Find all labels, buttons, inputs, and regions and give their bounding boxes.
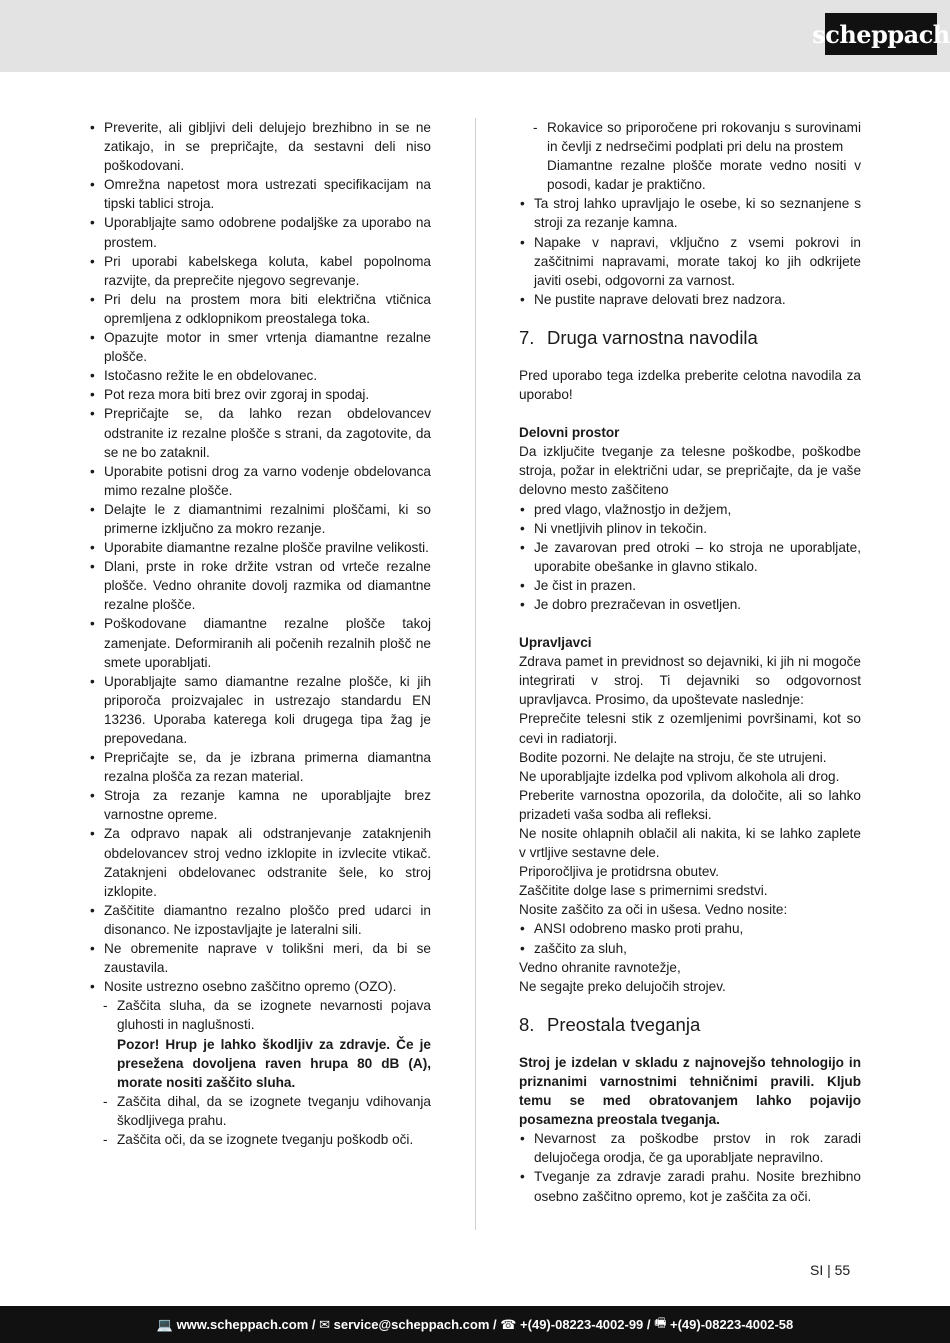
list-item: • Stroja za rezanje kamna ne uporabljajte brez varnostne opreme. xyxy=(89,786,431,824)
list-item: • Je zavarovan pred otroki – ko stroja ne uporabljate, uporabite obešanke in glavno stikalo. xyxy=(519,538,861,576)
operators-line: Vedno ohranite ravnotežje, xyxy=(519,959,681,975)
computer-icon: 💻 xyxy=(156,1316,177,1332)
section-7-heading xyxy=(519,326,861,350)
list-item: • Pri uporabi kabelskega koluta, kabel popolnoma razvijte, da preprečite njegovo segrevanje. xyxy=(89,252,431,290)
section-8-number: 8. xyxy=(519,1013,535,1035)
operators-line: Bodite pozorni. Ne delajte na stroju, če ste utrujeni. xyxy=(519,749,827,765)
list-item: • Uporabite diamantne rezalne plošče pravilne velikosti. xyxy=(89,538,431,557)
list-item: • Ta stroj lahko upravljajo le osebe, ki so seznanjene s stroji za rezanje kamna. xyxy=(519,194,861,232)
list-item: • Dlani, prste in roke držite vstran od vrteče rezalne plošče. Vedno ohranite dovolj razmika od diamantne rezalne plošče. xyxy=(89,557,431,614)
list-item: • ANSI odobreno masko proti prahu, xyxy=(519,919,861,938)
left-column xyxy=(89,118,431,1149)
operators-line: Ne nosite ohlapnih oblačil ali nakita, ki se lahko zaplete v vrtljive sestavne dele. xyxy=(519,826,861,861)
page-footer xyxy=(0,1306,950,1343)
list-item: • Uporabljajte samo odobrene podaljške za uporabo na prostem. xyxy=(89,213,431,251)
list-item: • Prepričajte se, da je izbrana primerna diamantna rezalna plošča za rezan material. xyxy=(89,748,431,786)
section-7-intro: Pred uporabo tega izdelka preberite celotna navodila za uporabo! xyxy=(519,367,861,403)
ppe-continued-list xyxy=(519,118,861,309)
mail-icon: ✉ xyxy=(315,1316,334,1332)
list-item: • Istočasno režite le en obdelovanec. xyxy=(89,366,431,385)
footer-email: service@scheppach.com / xyxy=(333,1317,497,1332)
footer-fax: +(49)-08223-4002-58 xyxy=(670,1317,794,1332)
footer-website: www.scheppach.com / xyxy=(176,1317,316,1332)
list-item: • Za odpravo napak ali odstranjevanje zataknjenih obdelovancev stroj vedno izklopite in izvlecite vtikač. Zataknjeni obdelovanec odstranite šele, ko stroj izklopite. xyxy=(89,824,431,900)
list-item: • Nosite ustrezno osebno zaščitno opremo (OZO). xyxy=(89,977,431,996)
operators-heading: Upravljavci xyxy=(519,635,592,651)
list-item: • Tveganje za zdravje zaradi prahu. Nosite brezhibno osebno zaščitno opremo, kot je zaščita za oči. xyxy=(519,1167,861,1205)
ppe-gloves-item: - Rokavice so priporočene pri rokovanju s surovinami in čevlji z nedrsečimi podplati pri delu na prostem xyxy=(519,118,861,156)
ppe-eyes-item: - Zaščita oči, da se izognete tveganju poškodb oči. xyxy=(89,1130,431,1149)
operators-line: Nosite zaščito za oči in ušesa. Vedno nosite: xyxy=(519,902,788,918)
safety-bullet-list xyxy=(89,118,431,1149)
workspace-heading: Delovni prostor xyxy=(519,425,620,441)
list-item: • Ne pustite naprave delovati brez nadzora. xyxy=(519,290,861,309)
list-item: • Ni vnetljivih plinov in tekočin. xyxy=(519,519,861,538)
section-7-number: 7. xyxy=(519,326,535,348)
operators-line: Zaščitite dolge lase s primernimi sredstvi. xyxy=(519,883,768,899)
scheppach-logo: scheppach xyxy=(825,13,937,55)
operators-line: Preberite varnostna opozorila, da določite, ali so lahko prizadeti vaša sodba ali refleksi. xyxy=(519,787,861,822)
operators-line: Priporočljiva je protidrsna obutev. xyxy=(519,864,719,880)
footer-phone: +(49)-08223-4002-99 / xyxy=(520,1317,651,1332)
list-item: • Omrežna napetost mora ustrezati specifikacijam na tipski tablici stroja. xyxy=(89,175,431,213)
section-8-intro: Stroj je izdelan v skladu z najnovejšo tehnologijo in priznanimi varnostnimi tehničnimi pravili. Kljub temu se med obratovanjem lahko pojavijo posamezna preostala tveganja. xyxy=(519,1054,861,1128)
residual-risks-list xyxy=(519,1129,861,1205)
phone-icon: ☎ xyxy=(496,1316,521,1332)
list-item: • Nevarnost za poškodbe prstov in rok zaradi delujočega orodja, če ga uporabljate nepravilno. xyxy=(519,1129,861,1167)
list-item: • Preverite, ali gibljivi deli delujejo brezhibno in se ne zatikajo, in se prepričajte, da sestavni deli niso poškodovani. xyxy=(89,118,431,175)
list-item: • Pot reza mora biti brez ovir zgoraj in spodaj. xyxy=(89,385,431,404)
operators-line: Zdrava pamet in previdnost so dejavniki, ki jih ni mogoče integrirati v stroj. Ti dejavniki so odgovornost upravljavca. Prosimo, da upoštevate naslednje: xyxy=(519,654,861,708)
list-item: • Uporabite potisni drog za varno vodenje obdelovanca mimo rezalne plošče. xyxy=(89,462,431,500)
list-item: • Je dobro prezračevan in osvetljen. xyxy=(519,595,861,614)
ppe-hearing-item: - Zaščita sluha, da se izognete nevarnosti pojava gluhosti in naglušnosti. xyxy=(89,996,431,1034)
ppe-hearing-warning: Pozor! Hrup je lahko škodljiv za zdravje. Če je presežena dovoljena raven hrupa 80 dB (A), morate nositi zaščito sluha. xyxy=(117,1036,431,1090)
fax-icon: 🖷 xyxy=(650,1314,670,1330)
ppe-gloves-note: Diamantne rezalne plošče morate vedno nositi v posodi, kadar je praktično. xyxy=(547,158,861,193)
section-8-heading xyxy=(519,1013,861,1037)
list-item: • Zaščitite diamantno rezalno ploščo pred udarci in disonanco. Ne izpostavljajte je lateralni sili. xyxy=(89,901,431,939)
section-8-title: Preostala tveganja xyxy=(547,1013,701,1035)
list-item: • Ne obremenite naprave v tolikšni meri, da bi se zaustavila. xyxy=(89,939,431,977)
list-item: • Napake v napravi, vključno z vsemi pokrovi in zaščitnimi napravami, morate takoj ko jih odkrijete javiti osebi, odgovorni za varnost. xyxy=(519,233,861,290)
operators-list xyxy=(519,919,861,957)
page-header xyxy=(0,0,950,72)
list-item: • Je čist in prazen. xyxy=(519,576,861,595)
operators-line: Ne segajte preko delujočih strojev. xyxy=(519,978,726,994)
list-item: • pred vlago, vlažnostjo in dežjem, xyxy=(519,500,861,519)
right-column xyxy=(519,118,861,1206)
workspace-text: Da izključite tveganje za telesne poškodbe, poškodbe stroja, požar in električni udar, se prepričajte, da je vaše delovno mesto zaščiteno xyxy=(519,444,861,498)
list-item: • zaščito za sluh, xyxy=(519,939,861,958)
section-7-title: Druga varnostna navodila xyxy=(547,326,758,348)
page-number: SI | 55 xyxy=(810,1262,851,1278)
operators-line: Ne uporabljajte izdelka pod vplivom alkohola ali drog. xyxy=(519,768,840,784)
workspace-list xyxy=(519,500,861,615)
column-divider xyxy=(475,118,476,1230)
list-item: • Opazujte motor in smer vrtenja diamantne rezalne plošče. xyxy=(89,328,431,366)
list-item: • Pri delu na prostem mora biti električna vtičnica opremljena z odklopnikom preostalega toka. xyxy=(89,290,431,328)
list-item: • Prepričajte se, da lahko rezan obdelovancev odstranite iz rezalne plošče s strani, da zagotovite, da se ne bo zataknil. xyxy=(89,404,431,461)
ppe-breathing-item: - Zaščita dihal, da se izognete tveganju vdihovanja škodljivega prahu. xyxy=(89,1092,431,1130)
list-item: • Uporabljajte samo diamantne rezalne plošče, ki jih priporoča proizvajalec in ustrezajo standardu EN 13236. Uporaba katerega koli drugega tipa žag je prepovedana. xyxy=(89,672,431,748)
list-item: • Poškodovane diamantne rezalne plošče takoj zamenjate. Deformiranih ali počenih rezalnih plošč ne smete uporabljati. xyxy=(89,614,431,671)
operators-line: Preprečite telesni stik z ozemljenimi površinami, kot so cevi in radiatorji. xyxy=(519,711,861,746)
list-item: • Delajte le z diamantnimi rezalnimi ploščami, ki so primerne izključno za mokro rezanje. xyxy=(89,500,431,538)
